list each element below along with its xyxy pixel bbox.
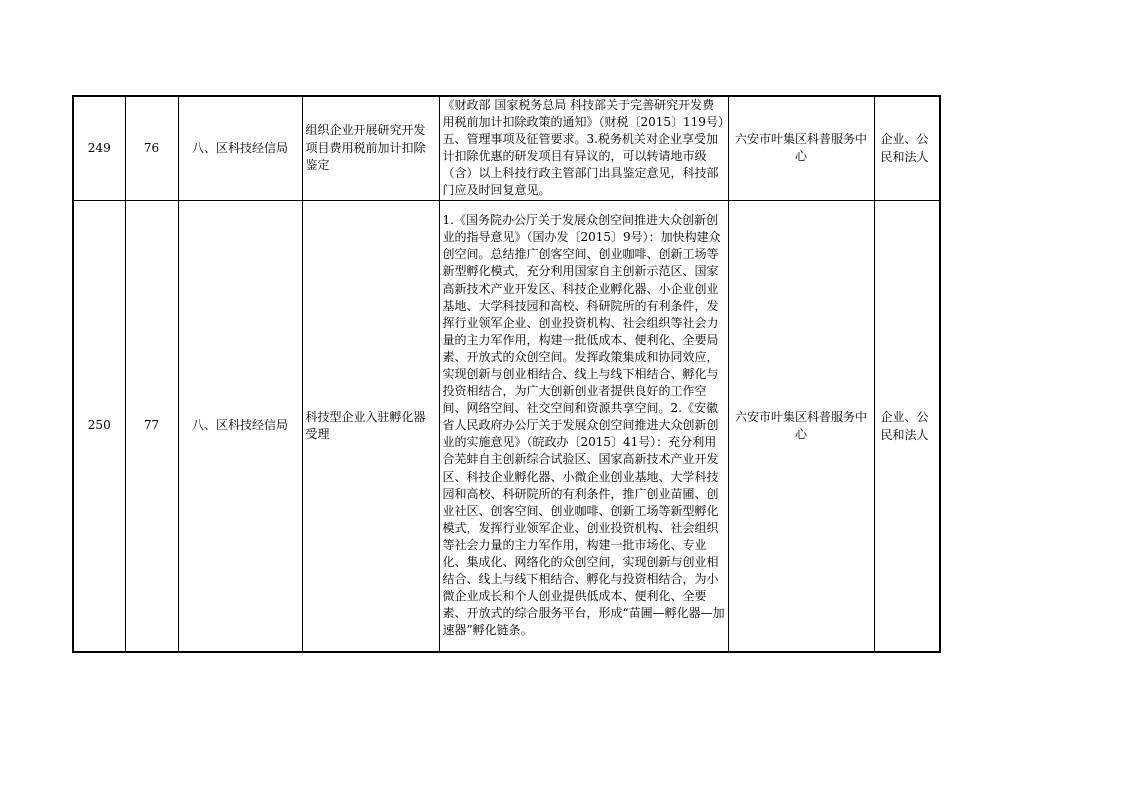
sub-number-cell: 77 — [125, 200, 178, 652]
organization-cell: 六安市叶集区科普服务中心 — [728, 96, 874, 200]
target-cell: 企业、公民和法人 — [874, 96, 940, 200]
table-row — [73, 200, 940, 652]
basis-cell: 1.《国务院办公厅关于发展众创空间推进大众创新创业的指导意见》（国办发〔2015〕9号）：加快构建众创空间。总结推广创客空间、创业咖啡、创新工场等新型孵化模式，充分利用国家自主创新示范区、国家高新技术产业开发区、科技企业孵化器、小企业创业基地、大学科技园和高校、科研院所的有利条件，发挥行业领军企业、创业投资机构、社会组织等社会力量的主力军作用，构建一批低成本、便利化、全要局素、开放式的众创空间。发挥政策集成和协同效应，实现创新与创业相结合、线上与线下相结合、孵化与投资相结合，为广大创新创业者提供良好的工作空间、网络空间、社交空间和资源共享空间。2.《安徽省人民政府办公厅关于发展众创空间推进大众创新创业的实施意见》（皖政办〔2015〕41号）：充分利用合芜蚌自主创新综合试验区、国家高新技术产业开发区、科技企业孵化器、小微企业创业基地、大学科技园和高校、科研院所的有利条件，推广创业苗圃、创业社区、创客空间、创业咖啡、创新工场等新型孵化模式，发挥行业领军企业、创业投资机构、社会组织等社会力量的主力军作用，构建一批市场化、专业化、集成化、网络化的众创空间，实现创新与创业相结合、线上与线下相结合、孵化与投资相结合，为小微企业成长和个人创业提供低成本、便利化、全要素、开放式的综合服务平台，形成“苗圃—孵化器—加速器”孵化链条。 — [439, 200, 728, 652]
organization-cell: 六安市叶集区科普服务中心 — [728, 200, 874, 652]
target-cell: 企业、公民和法人 — [874, 200, 940, 652]
table-row — [73, 96, 940, 200]
service-items-table — [72, 95, 941, 653]
department-cell: 八、区科技经信局 — [178, 200, 302, 652]
serial-number-cell: 249 — [73, 96, 125, 200]
serial-number-cell: 250 — [73, 200, 125, 652]
sub-number-cell: 76 — [125, 96, 178, 200]
item-name-cell: 组织企业开展研究开发项目费用税前加计扣除鉴定 — [302, 96, 439, 200]
department-cell: 八、区科技经信局 — [178, 96, 302, 200]
item-name-cell: 科技型企业入驻孵化器受理 — [302, 200, 439, 652]
basis-cell: 《财政部 国家税务总局 科技部关于完善研究开发费用税前加计扣除政策的通知》（财税〔2015〕119号）五、管理事项及征管要求。3.税务机关对企业享受加计扣除优惠的研发项目有异议的，可以转请地市级（含）以上科技行政主管部门出具鉴定意见，科技部门应及时回复意见。 — [439, 96, 728, 200]
